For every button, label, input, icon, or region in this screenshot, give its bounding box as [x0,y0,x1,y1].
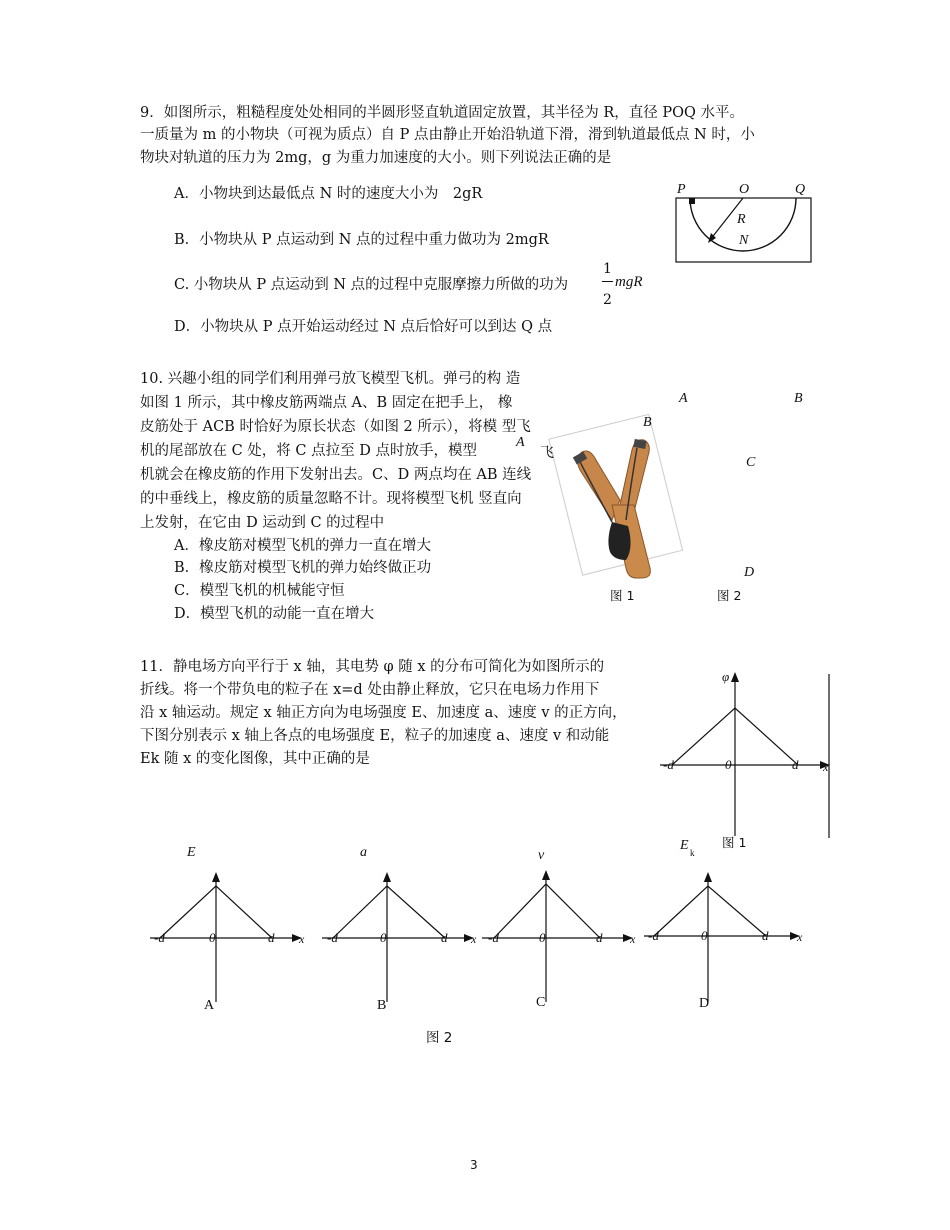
q9-label-o: O [739,182,750,197]
phi-axis-label: φ [722,669,730,684]
fig2-label-b: B [794,391,803,406]
q10-option-c: C．模型飞机的机械能守恒 [174,583,345,599]
graph-b-tick-d: d [441,930,448,945]
graph-a-y-label: E [187,845,196,860]
page-number: 3 [470,1158,478,1172]
graph-d-y-arrow [704,872,712,882]
graph-c-x-label: x [630,932,636,946]
fig2-label-c: C [746,455,756,470]
fig1-caption: 图 1 [610,588,635,603]
graph-a-y-arrow [212,872,220,882]
q9-label-n: N [739,233,749,248]
fig2-label-d: D [744,565,755,580]
q9-label-q: Q [795,182,806,197]
q10-option-b: B．橡皮筋对模型飞机的弹力始终做正功 [174,560,432,576]
graph-a-tick-origin: 0 [209,930,216,945]
q9-option-c-numerator: 1 [603,261,612,277]
q10-stem-line-4: 机的尾部放在 C 处，将 C 点拉至 D 点时放手，模型 [140,443,477,459]
q9-option-c-text: C. 小物块从 P 点运动到 N 点的过程中克服摩擦力所做的功为 [174,277,569,293]
q10-stem-line-6: 的中垂线上，橡皮筋的质量忽略不计。现将模型飞机 竖直向 [140,491,522,507]
graph-b-y-label: a [360,845,367,860]
graph-d-letter: D [699,996,710,1011]
graph-b-y-arrow [383,872,391,882]
q10-stem-line-5: 机就会在橡皮筋的作用下发射出去。C、D 两点均在 AB 连线 [140,467,532,483]
fig1-label-fei: 飞 [540,445,554,461]
q9-option-d: D．小物块从 P 点开始运动经过 N 点后恰好可以到达 Q 点 [174,319,553,335]
graph-c-curve [494,884,600,938]
graph-c-tick-origin: 0 [539,930,546,945]
q9-option-c-mgr: mgR [615,274,643,290]
graph-c-y-arrow [542,870,550,880]
graph-a-tick-d: d [268,930,275,945]
fig1-label-b: B [643,415,652,430]
fig2-label-a: A [679,391,688,406]
graph-c-tick-neg-d: -d [488,930,499,945]
fig1-label-a: A [516,435,525,450]
q10-stem-line-3: 皮筋处于 ACB 时恰好为原长状态（如图 2 所示），将模 型飞 [140,419,531,435]
graph-d-x-label: x [797,930,803,944]
q10-stem-line-2: 如图 1 所示，其中橡皮筋两端点 A、B 固定在把手上， 橡 [140,395,513,411]
q11-stem-line-3: 沿 x 轴运动。规定 x 轴正方向为电场强度 E、加速度 a、速度 v 的正方向， [140,705,627,721]
graph-b-tick-origin: 0 [380,930,387,945]
graph-b-tick-neg-d: -d [327,930,338,945]
q9-option-a: A．小物块到达最低点 N 时的速度大小为 2gR [174,186,483,202]
graph-b-curve [333,886,445,938]
q9-stem-line-2: 一质量为 m 的小物块（可视为质点）自 P 点由静止开始沿轨道下滑，滑到轨道最低点 N 时，小 [140,127,755,143]
q11-stem-line-4: 下图分别表示 x 轴上各点的电场强度 E，粒子的加速度 a、速度 v 和动能 [140,728,610,744]
q11-stem-line-1: 11．静电场方向平行于 x 轴，其电势 φ 随 x 的分布可简化为如图所示的 [140,659,605,675]
graph-d-y-label: E [680,838,689,853]
q10-stem-line-7: 上发射，在它由 D 运动到 C 的过程中 [140,515,385,531]
q9-stem-line-1: 9．如图所示，粗糙程度处处相同的半圆形竖直轨道固定放置，其半径为 R，直径 POQ 水平。 [140,105,744,121]
fig2-caption: 图 2 [717,588,742,603]
graph-a-letter: A [204,998,215,1013]
graph-d-tick-neg-d: -d [648,928,659,943]
q9-option-c-denominator: 2 [603,292,612,308]
q10-stem-line-1: 10. 兴趣小组的同学们利用弹弓放飞模型飞机。弹弓的构 造 [140,371,521,387]
graph-c-y-label: v [538,848,545,863]
q9-stem-line-3: 物块对轨道的压力为 2mg，g 为重力加速度的大小。则下列说法正确的是 [140,150,612,166]
phi-x-label: x [823,760,829,774]
q11-fig1-caption: 图 1 [722,835,747,850]
graph-c-tick-d: d [596,930,603,945]
graph-d-curve [654,886,766,936]
q11-stem-line-2: 折线。将一个带负电的粒子在 x=d 处由静止释放，它只在电场力作用下 [140,682,600,698]
q10-option-a: A．橡皮筋对模型飞机的弹力一直在增大 [174,538,431,554]
phi-tick-neg-d: -d [663,757,674,772]
q9-option-b: B．小物块从 P 点运动到 N 点的过程中重力做功为 2mgR [174,232,549,248]
graph-c-letter: C [536,995,546,1010]
graph-b-letter: B [377,998,387,1013]
phi-tick-d: d [792,757,799,772]
q11-fig2-caption: 图 2 [426,1030,453,1046]
q10-option-d: D．模型飞机的动能一直在增大 [174,606,375,622]
graph-d-y-label-sub: k [690,848,695,858]
phi-tick-origin: 0 [725,757,732,772]
q11-stem-line-5: Ek 随 x 的变化图像，其中正确的是 [140,751,370,767]
graph-b-x-label: x [471,932,477,946]
q9-label-p: P [677,182,686,197]
graph-a-tick-neg-d: -d [154,930,165,945]
graph-d-tick-origin: 0 [701,928,708,943]
q9-label-r: R [737,212,746,227]
graph-a-x-label: x [299,932,305,946]
graph-d-tick-d: d [762,928,769,943]
